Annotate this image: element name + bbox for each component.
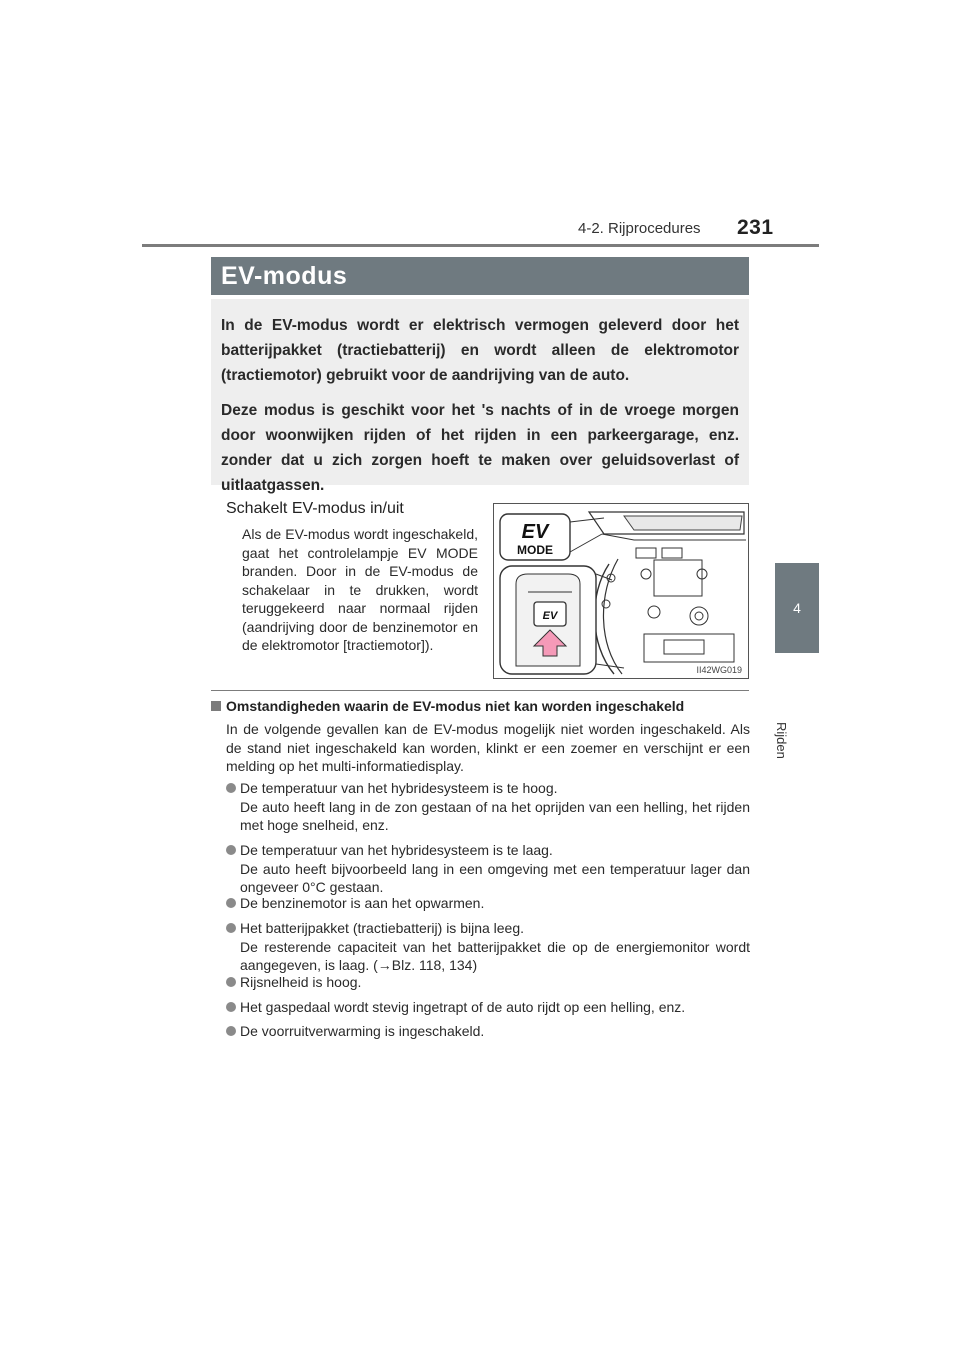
console-panel xyxy=(654,560,702,596)
item-detail: De resterende capaciteit van het batterijpakket die op de energiemonitor wordt aangegeven, is laag. (→Blz. 118, 134) xyxy=(240,938,750,973)
vent-right xyxy=(662,548,682,558)
console-knob xyxy=(641,569,651,579)
item-main: De temperatuur van het hybridesysteem is te laag. xyxy=(240,842,553,858)
item-main: Het batterijpakket (tractiebatterij) is bijna leeg. xyxy=(240,920,525,936)
lower-console xyxy=(644,634,734,662)
console-dial xyxy=(648,606,660,618)
list-item xyxy=(226,779,750,835)
chapter-tab: 4 xyxy=(775,563,819,653)
chapter-label-text: Rijden xyxy=(774,722,789,759)
figure-code: II42WG019 xyxy=(696,665,742,675)
chapter-tab-label xyxy=(774,662,819,759)
bullet-icon xyxy=(226,898,236,908)
conditions-heading-text: Omstandigheden waarin de EV-modus niet kan worden ingeschakeld xyxy=(226,698,685,714)
vent-left xyxy=(636,548,656,558)
conditions-intro: In de volgende gevallen kan de EV-modus mogelijk niet worden ingeschakeld. Als de stand niet ingeschakeld kan worden, klinkt er een zoemer en verschijnt er een melding op het multi-informatiedisplay. xyxy=(226,721,750,774)
display-screen xyxy=(624,516,742,530)
callout-line xyxy=(570,518,604,522)
item-main: De voorruitverwarming is ingeschakeld. xyxy=(240,1023,485,1039)
bullet-icon xyxy=(226,1026,236,1036)
bullet-icon xyxy=(226,977,236,987)
list-item xyxy=(226,998,750,1017)
steering-wheel-rim-inner xyxy=(603,559,622,674)
steering-wheel-rim xyxy=(595,564,614,674)
dashboard-illustration xyxy=(494,504,748,678)
console-dial-large xyxy=(690,607,708,625)
list-item xyxy=(226,919,750,975)
item-main: Rijsnelheid is hoog. xyxy=(240,974,362,990)
switch-title: Schakelt EV-modus in/uit xyxy=(226,500,404,517)
ev-button-label: EV xyxy=(542,610,558,622)
intro-paragraph-1: In de EV-modus wordt er elektrisch vermogen geleverd door het batterijpakket (tractiebatterij) en wordt alleen de elektromotor (tractiemotor) gebruikt voor de aandrijving van de auto. xyxy=(221,317,739,384)
heading-square-icon xyxy=(211,701,221,711)
callout-line xyxy=(570,534,602,552)
conditions-heading xyxy=(211,698,684,714)
indicator-mode-text: MODE xyxy=(517,543,553,557)
list-item xyxy=(226,1022,750,1041)
item-detail: De auto heeft lang in de zon gestaan of na het oprijden van een helling, het rijden met hoge snelheid, enz. xyxy=(240,798,750,833)
wheel-button xyxy=(602,600,610,608)
switch-description: Als de EV-modus wordt ingeschakeld, gaat het controlelampje EV MODE branden. Door in de EV-modus de schakelaar in te drukken, wordt teruggekeerd naar normaal rijden (aandrijving door de benzinemotor en de elektromotor [tractiemotor]). xyxy=(242,526,478,653)
dash-edge xyxy=(602,534,746,540)
list-item xyxy=(226,841,750,897)
page-title: EV-modus xyxy=(211,257,749,295)
item-main: De temperatuur van het hybridesysteem is te hoog. xyxy=(240,780,558,796)
bullet-icon xyxy=(226,783,236,793)
section-divider xyxy=(211,690,749,691)
item-detail: De auto heeft bijvoorbeeld lang in een omgeving met een temperatuur lager dan ongeveer 0°C gestaan. xyxy=(240,860,750,895)
intro-box xyxy=(211,299,749,494)
page-number: 231 xyxy=(737,216,774,239)
dashboard-figure xyxy=(493,503,749,679)
item-main: De benzinemotor is aan het opwarmen. xyxy=(240,895,485,911)
indicator-ev-text: EV xyxy=(521,521,549,543)
list-item xyxy=(226,973,750,992)
item-main: Het gaspedaal wordt stevig ingetrapt of de auto rijdt op een helling, enz. xyxy=(240,999,686,1015)
intro-paragraph-2: Deze modus is geschikt voor het 's nachts of in de vroege morgen door woonwijken rijden of het rijden in een parkeergarage, enz. zonder dat u zich zorgen hoeft te maken over geluidsoverlast of uitlaatgassen. xyxy=(221,402,739,494)
header-rule xyxy=(142,244,819,247)
bullet-icon xyxy=(226,1002,236,1012)
section-label: 4-2. Rijprocedures xyxy=(578,220,701,237)
bullet-icon xyxy=(226,845,236,855)
bullet-icon xyxy=(226,923,236,933)
list-item xyxy=(226,894,750,913)
